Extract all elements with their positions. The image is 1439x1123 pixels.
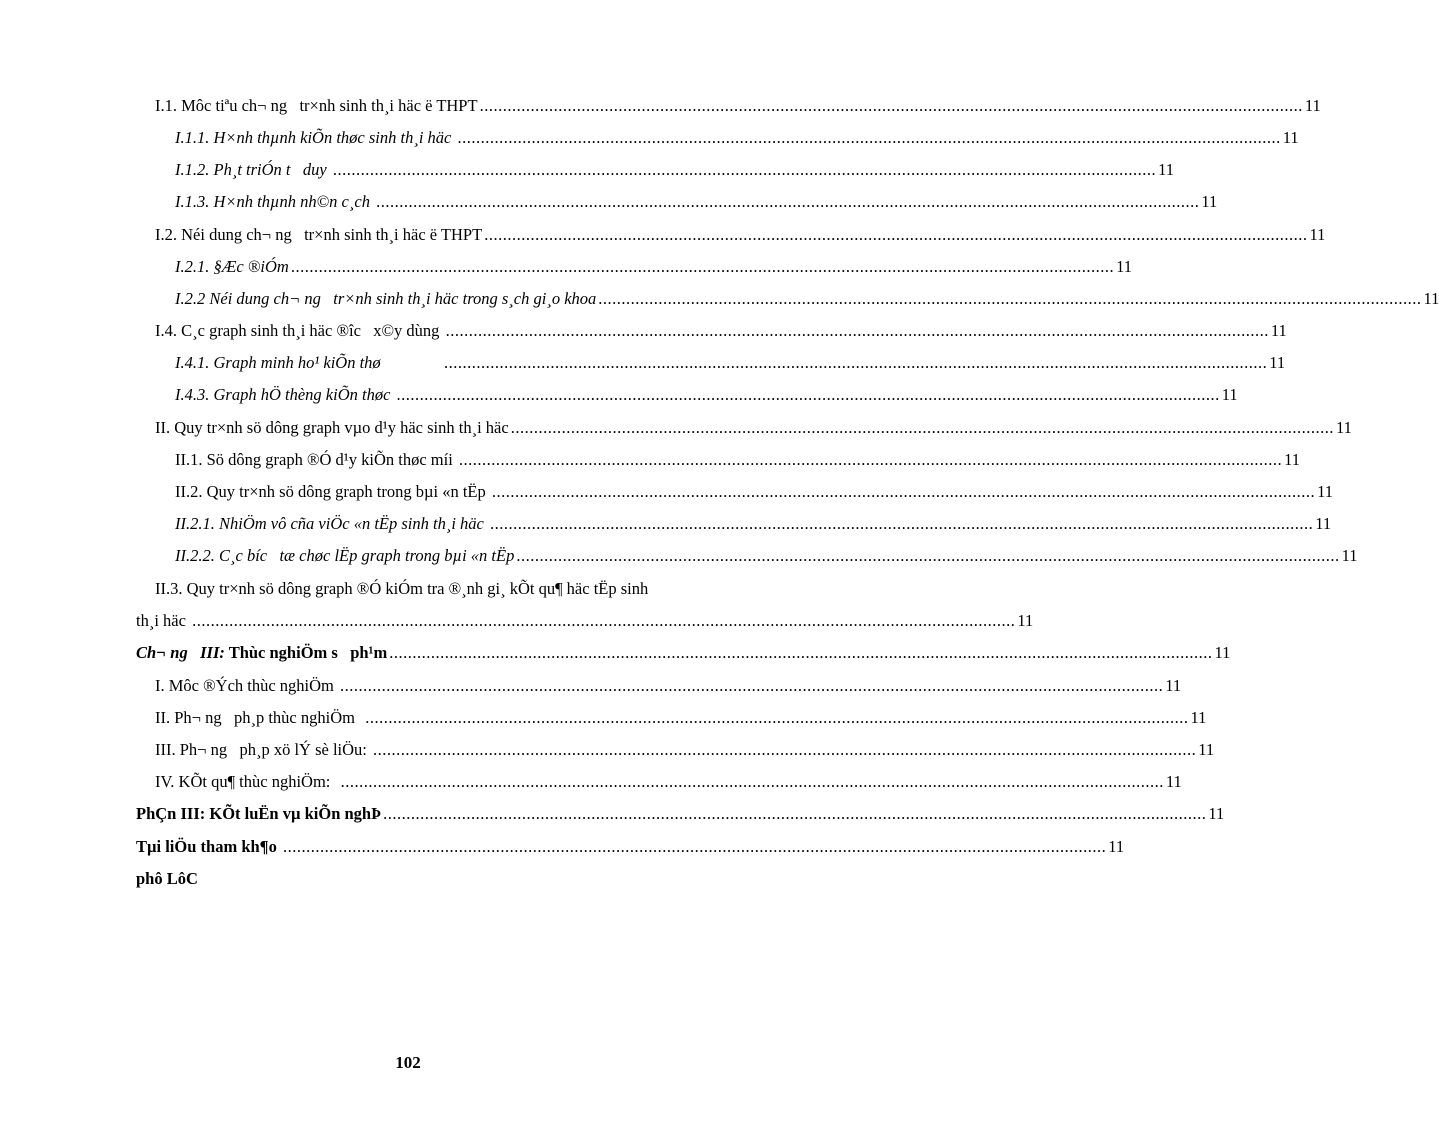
toc-entry-label: I. Môc ®Ých thùc nghiÖm [155, 676, 339, 695]
leader-dots: .................................................................................................................................................................................. [484, 225, 1308, 244]
toc-entry [0, 287, 1439, 311]
toc-page-number: 11 [1221, 385, 1238, 404]
toc-entry [0, 190, 1218, 214]
toc-entry [0, 641, 1231, 665]
toc-entry-label: I.1. Môc tiªu ch¬ ng tr×nh sinh th¸i häc ë THPT [155, 96, 478, 115]
leader-dots: .................................................................................................................................................................................. [457, 128, 1281, 147]
toc-page-number: 11 [1304, 96, 1321, 115]
toc-entry-label: th¸i häc [136, 611, 191, 630]
toc-entry-label: I.4. C¸c graph sinh th¸i häc ®îc x©y dùng [155, 321, 444, 340]
toc-entry-label-line1: II.3. Quy tr×nh sö dông graph ®Ó kiÓm tra ®¸nh gi¸ kÕt qu¶ häc tËp sinh [155, 579, 649, 598]
leader-dots: .................................................................................................................................................................................. [489, 514, 1314, 533]
toc-entry [0, 351, 1286, 375]
toc-entry-label: I.2.1. §Æc ®iÓm [175, 257, 289, 276]
toc-page-number: 11 [1108, 837, 1125, 856]
toc-entry [0, 544, 1358, 568]
toc-entry [0, 512, 1332, 536]
leader-dots: .................................................................................................................................................................................. [340, 676, 1164, 695]
toc-entry [0, 126, 1299, 150]
toc-entry [0, 609, 1034, 633]
toc-page-number: 11 [1158, 160, 1174, 179]
leader-dots: .................................................................................................................................................................................. [373, 740, 1197, 759]
toc-page-number: 11 [1269, 353, 1286, 372]
toc-page-number: 11 [1341, 546, 1358, 565]
page-number: 102 [395, 1053, 421, 1072]
leader-dots: .................................................................................................................................................................................. [598, 289, 1422, 308]
leader-dots: .................................................................................................................................................................................. [365, 708, 1189, 727]
toc-entry-label: Tµi liÖu tham kh¶o [136, 837, 281, 856]
leader-dots: .................................................................................................................................................................................. [510, 418, 1334, 437]
leader-dots: .................................................................................................................................................................................. [192, 611, 1016, 630]
leader-dots: .................................................................................................................................................................................. [340, 772, 1164, 791]
leader-dots: .................................................................................................................................................................................. [389, 643, 1213, 662]
toc-page-number: 11 [1423, 289, 1439, 308]
toc-page-number: 11 [1317, 482, 1334, 501]
toc-page-number: 11 [1284, 450, 1301, 469]
toc-entry-label: PhÇn III: KÕt luËn vµ kiÕn nghÞ [136, 804, 382, 823]
toc-page-number: 11 [1315, 514, 1332, 533]
toc-entry-label: II.2.1. NhiÖm vô cña viÖc «n tËp sinh th¸i häc [175, 514, 488, 533]
toc-entry [0, 255, 1132, 279]
leader-dots: .................................................................................................................................................................................. [445, 321, 1269, 340]
leader-dots: .................................................................................................................................................................................. [479, 96, 1303, 115]
toc-entry-label: IV. KÕt qu¶ thùc nghiÖm: [155, 772, 339, 791]
toc-page-number: 11 [1309, 225, 1326, 244]
leader-dots: .................................................................................................................................................................................. [376, 192, 1200, 211]
toc-entry [0, 94, 1321, 118]
leader-dots: .................................................................................................................................................................................. [458, 450, 1283, 469]
toc-page-number: 11 [1190, 708, 1207, 727]
toc-page-number: 11 [1270, 321, 1287, 340]
toc-page-number: 11 [1198, 740, 1215, 759]
toc-entry-label: I.1.1. H×nh thµnh kiÕn thøc sinh th¸i häc [175, 128, 456, 147]
toc-page-number: 11 [1208, 804, 1225, 823]
toc-entry [0, 770, 1182, 794]
toc-entry-label: I.1.3. H×nh thµnh nh©n c¸ch [175, 192, 375, 211]
toc-entry [0, 158, 1174, 182]
leader-dots: .................................................................................................................................................................................. [396, 385, 1220, 404]
toc-entry [0, 674, 1182, 698]
leader-dots: .................................................................................................................................................................................. [383, 804, 1207, 823]
toc-entry-label: II. Quy tr×nh sö dông graph vµo d¹y häc sinh th¸i häc [155, 418, 509, 437]
toc-page-number: 11 [1335, 418, 1352, 437]
toc-page-number: 11 [1017, 611, 1034, 630]
leader-dots: .................................................................................................................................................................................. [444, 353, 1268, 372]
toc-entry [0, 706, 1207, 730]
toc-entry [0, 223, 1326, 247]
toc-entry-label: II. Ph¬ ng ph¸p thùc nghiÖm [155, 708, 364, 727]
toc-entry-label: III. Ph¬ ng ph¸p xö lÝ sè liÖu: [155, 740, 371, 759]
toc-entry [0, 867, 816, 891]
toc-entry [0, 802, 1225, 826]
leader-dots: .................................................................................................................................................................................. [332, 160, 1157, 179]
toc-entry-label: I.4.3. Graph hÖ thèng kiÕn thøc [175, 385, 395, 404]
toc-entry-label: I.2. Néi dung ch¬ ng tr×nh sinh th¸i häc ë THPT [155, 225, 483, 244]
toc-page-number: 11 [1165, 772, 1182, 791]
toc-page-number: 11 [1214, 643, 1231, 662]
toc-entry-label: Thùc nghiÖm s ph¹m [224, 643, 388, 662]
toc-entry-label: I.4.1. Graph minh ho¹ kiÕn thø [175, 353, 381, 372]
toc-entry [0, 448, 1301, 472]
leader-dots: .................................................................................................................................................................................. [516, 546, 1340, 565]
toc-page-number: 11 [1165, 676, 1182, 695]
toc-page-number: 11 [1282, 128, 1299, 147]
toc-entry-label: II.1. Sö dông graph ®Ó d¹y kiÕn thøc míi [175, 450, 457, 469]
leader-dots: .................................................................................................................................................................................. [282, 837, 1107, 856]
toc-page-number: 11 [1201, 192, 1218, 211]
toc-entry-label: phô LôC [136, 869, 198, 888]
toc-entry [0, 319, 1287, 343]
toc-entry-label: II.2. Quy tr×nh sö dông graph trong bµi «n tËp [175, 482, 490, 501]
chapter-prefix: Ch¬ ng III: [136, 643, 225, 662]
toc-entry [0, 416, 1352, 440]
leader-dots: .................................................................................................................................................................................. [290, 257, 1115, 276]
toc-entry [0, 480, 1334, 504]
toc-page-number: 11 [1116, 257, 1132, 276]
toc-entry-label: I.1.2. Ph¸t triÓn t duy [175, 160, 331, 179]
toc-entry-label: II.2.2. C¸c bíc tæ chøc lËp graph trong bµi «n tËp [175, 546, 515, 565]
toc-entry-label: I.2.2 Néi dung ch¬ ng tr×nh sinh th¸i häc trong s¸ch gi¸o khoa [175, 289, 597, 308]
toc-entry [0, 835, 1125, 859]
toc-entry [0, 738, 1215, 762]
toc-entry [0, 383, 1238, 407]
leader-dots: .................................................................................................................................................................................. [491, 482, 1316, 501]
